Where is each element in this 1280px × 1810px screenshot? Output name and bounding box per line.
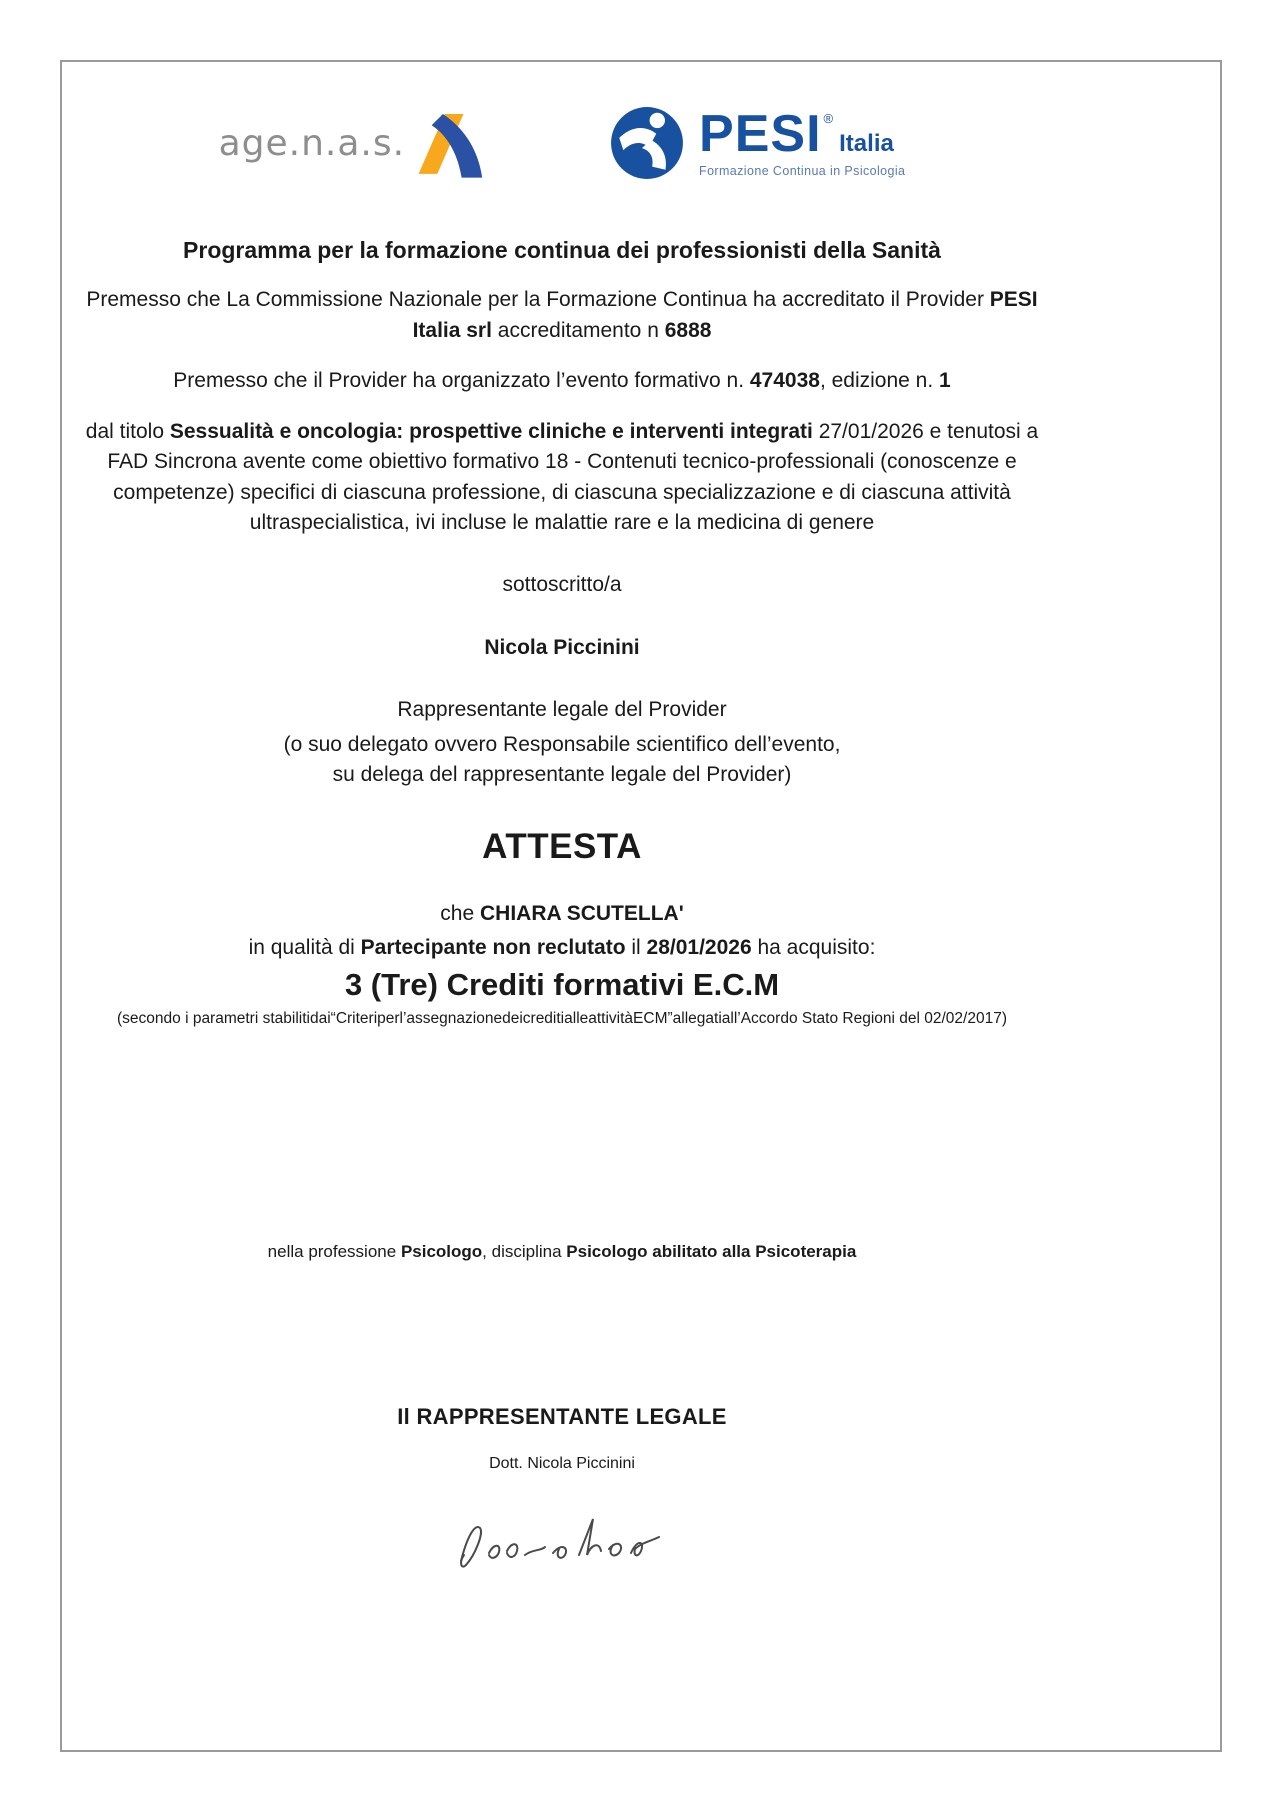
text-segment: accreditamento n <box>491 318 665 342</box>
participant-role: Partecipante non reclutato <box>360 936 626 960</box>
paragraph-delegate <box>82 730 1042 791</box>
paragraph-qualification <box>82 933 1042 963</box>
text-segment: in qualità di <box>248 936 361 960</box>
certificate-border <box>60 60 1222 1752</box>
signer-name <box>82 633 1042 663</box>
text-segment: Premesso che il Provider ha organizzato l’evento formativo n. <box>173 369 750 393</box>
paragraph-role: Rappresentante legale del Provider <box>397 698 727 722</box>
agenas-logo <box>219 102 499 184</box>
agenas-ribbon-icon <box>413 102 499 184</box>
delegate-line-1: (o suo delegato ovvero Responsabile scientifico dell’evento, <box>283 732 841 756</box>
text-segment: ha acquisito: <box>751 936 876 960</box>
text-segment: che <box>440 901 480 925</box>
registered-mark-icon: ® <box>823 111 834 126</box>
provider-name: PESI Italia srl <box>412 288 1038 342</box>
text-segment: il <box>625 936 647 960</box>
profession-name: Psicologo <box>400 1241 483 1261</box>
paragraph-profession <box>82 1240 1042 1265</box>
legal-representative-heading: Il RAPPRESENTANTE LEGALE <box>397 1404 727 1430</box>
accreditation-number: 6888 <box>664 318 712 342</box>
credits-heading: 3 (Tre) Crediti formativi E.C.M <box>344 967 780 1003</box>
edition-number: 1 <box>939 369 951 393</box>
pesi-logo-name: PESI <box>699 105 822 163</box>
pesi-logo-tagline: Formazione Continua in Psicologia <box>699 164 906 178</box>
course-title: Sessualità e oncologia: prospettive cliniche e interventi integrati <box>169 419 813 443</box>
signer-name-text: Nicola Piccinini <box>484 635 640 659</box>
pesi-logo-country: Italia <box>839 130 894 157</box>
text-segment: , edizione n. <box>819 369 940 393</box>
text-segment: Premesso che La Commissione Nazionale per la Formazione Continua ha accreditato il Provider <box>86 288 990 312</box>
text-segment: , disciplina <box>482 1241 567 1261</box>
delegate-line-2: su delega del rappresentante legale del Provider) <box>332 763 792 787</box>
text-segment: nella professione <box>267 1241 401 1261</box>
pesi-person-icon <box>609 105 685 181</box>
pesi-logo <box>609 105 905 181</box>
fine-print-note: (secondo i parametri stabilitidai“Criteriperl’assegnazionedeicreditialleattivitàECM”allegatiall’Accordo Stato Regioni del 02/02/2017) <box>117 1010 1007 1028</box>
pesi-logo-text <box>699 105 906 178</box>
agenas-logo-text: age.n.a.s. <box>218 122 406 164</box>
discipline-name: Psicologo abilitato alla Psicoterapia <box>566 1241 857 1261</box>
legal-representative-name: Dott. Nicola Piccinini <box>489 1455 635 1473</box>
paragraph-sottoscritto: sottoscritto/a <box>502 573 622 597</box>
text-segment: dal titolo <box>85 419 170 443</box>
signature-image <box>447 1503 677 1583</box>
acquisition-date: 28/01/2026 <box>646 936 752 960</box>
paragraph-event <box>82 366 1042 396</box>
pesi-logo-wordmark <box>699 105 905 163</box>
signature-area <box>82 1503 1042 1588</box>
text-segment: 27/01/2026 e tenutosi a FAD Sincrona avente come obiettivo formativo 18 - Contenuti tecnico-professionali (conoscenze e competenze) specifici di ciascuna professione, di ciascuna specializzazione e di ciascuna attività ultraspecialistica, ivi incluse le malattie rare e la medicina di genere <box>107 419 1039 534</box>
paragraph-provider-accreditation <box>82 285 1042 346</box>
logos-row <box>82 102 1042 184</box>
event-number: 474038 <box>749 369 820 393</box>
paragraph-course-title <box>82 417 1042 539</box>
participant-name: CHIARA SCUTELLA' <box>479 901 684 925</box>
attesta-heading: ATTESTA <box>482 826 642 866</box>
certificate-title: Programma per la formazione continua dei professionisti della Sanità <box>183 237 941 263</box>
certificate-content <box>82 62 1042 1588</box>
paragraph-participant <box>82 899 1042 929</box>
